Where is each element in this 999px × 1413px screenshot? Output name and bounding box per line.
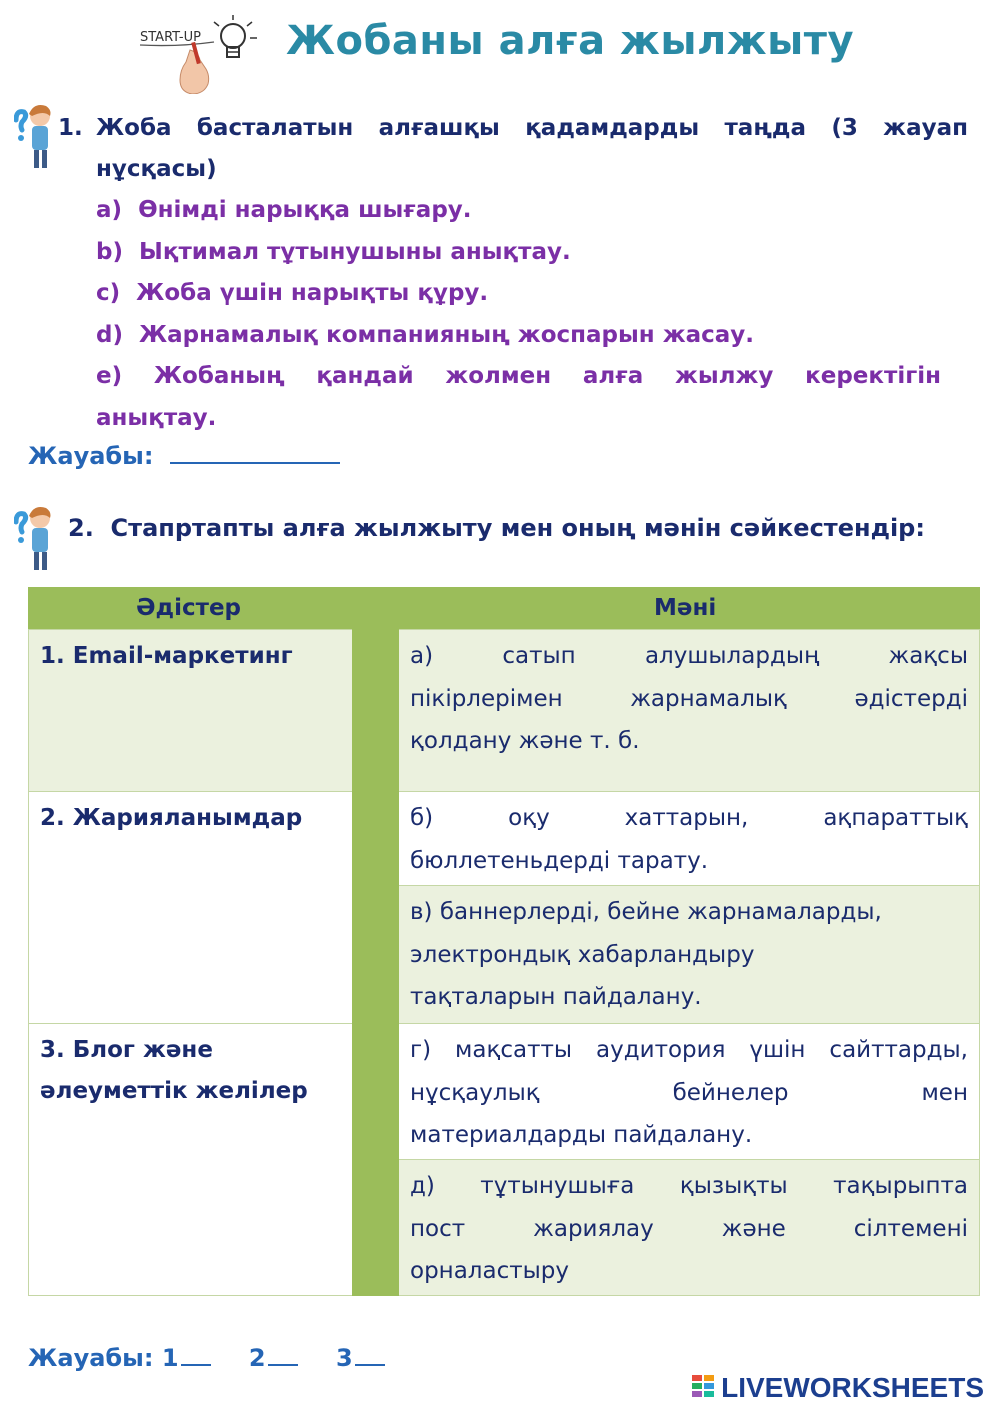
option-b[interactable]: b) Ықтимал тұтынушыны анықтау. xyxy=(96,238,571,265)
meaning-cell-d[interactable]: д) тұтынушыға қызықты тақырыпта пост жариялау және сілтемені орналастыру xyxy=(399,1159,980,1296)
answer-label: Жауабы: xyxy=(28,442,154,470)
question-1-number: 1. xyxy=(58,115,83,141)
header-meaning: Мәні xyxy=(654,595,717,621)
method-cell-3[interactable]: 3. Блог және әлеуметтік желілер xyxy=(28,1023,352,1296)
option-d[interactable]: d) Жарнамалық компанияның жоспарын жасау. xyxy=(96,321,754,348)
table-header xyxy=(28,587,980,629)
liveworksheets-logo xyxy=(692,1372,984,1404)
question-1-text: Жоба басталатын алғашқы қадамдарды таңда (3 жауап нұсқасы) xyxy=(96,115,968,182)
brand-text: LIVEWORKSHEETS xyxy=(721,1372,985,1403)
option-e-continued: анықтау. xyxy=(96,404,217,431)
answer-slot-3[interactable]: 3 xyxy=(336,1344,385,1372)
question-2-answer xyxy=(28,1344,415,1372)
meaning-cell-a[interactable]: а) сатып алушылардың жақсы пікірлерімен жарнамалық әдістерді қолдану және т. б. xyxy=(399,629,980,791)
meaning-cell-v[interactable]: в) баннерлерді, бейне жарнамаларды, электрондық хабарландыру тақталарын пайдалану. xyxy=(399,885,980,1023)
meaning-cell-g[interactable]: г) мақсатты аудитория үшін сайттарды, нұсқаулық бейнелер мен материалдарды пайдалану. xyxy=(399,1023,980,1159)
page-title: Жобаны алға жылжыту xyxy=(286,18,855,64)
answer-1-input[interactable] xyxy=(170,440,340,464)
matching-table xyxy=(28,587,980,1296)
column-divider xyxy=(352,629,399,1296)
question-2-text: 2. Стапртапты алға жылжыту мен оның мәнін сәйкестендір: xyxy=(68,514,925,542)
option-e[interactable]: e) Жобаның қандай жолмен алға жылжу керектігін xyxy=(96,363,941,389)
meaning-cell-b[interactable]: б) оқу хаттарын, ақпараттық бюллетеньдерді тарату. xyxy=(399,791,980,885)
question-1-options xyxy=(96,190,941,439)
method-cell-1[interactable]: 1. Email-маркетинг xyxy=(28,629,352,791)
answer-label: Жауабы: xyxy=(28,1344,154,1372)
thinking-kid-icon xyxy=(14,502,56,574)
liveworksheets-icon xyxy=(692,1375,716,1401)
logo-text: START-UP xyxy=(140,30,201,45)
option-c[interactable]: c) Жоба үшін нарықты құру. xyxy=(96,280,489,306)
question-1-answer xyxy=(28,440,340,470)
header-methods: Әдістер xyxy=(136,595,242,621)
answer-slot-2[interactable]: 2 xyxy=(249,1344,298,1372)
answer-slot-1[interactable]: 1 xyxy=(162,1344,211,1372)
thinking-kid-icon xyxy=(14,100,56,172)
method-cell-2[interactable]: 2. Жарияланымдар xyxy=(28,791,352,1023)
option-a[interactable]: a) Өнімді нарыққа шығару. xyxy=(96,197,472,223)
startup-logo xyxy=(138,14,268,94)
